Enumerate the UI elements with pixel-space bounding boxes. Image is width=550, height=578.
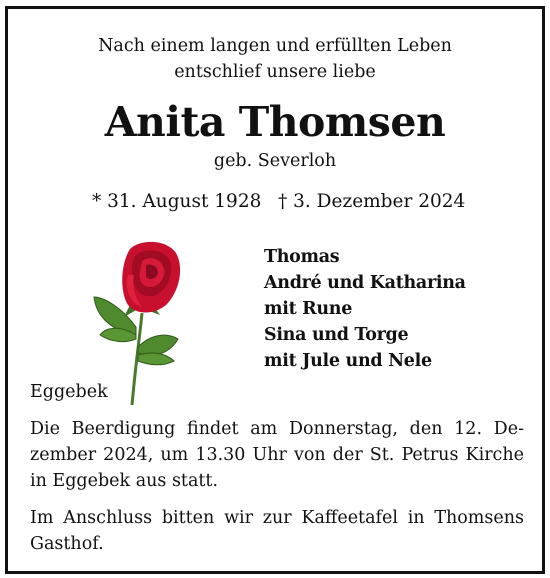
birth-date: * 31. August 1928 (92, 191, 262, 212)
funeral-paragraph: Die Beerdigung findet am Donnerstag, den 12. Dezember 2024, um 13.30 Uhr von der St. Petrus Kirche in Eggebek aus statt. (30, 419, 524, 491)
family-member: mit Rune (264, 299, 353, 319)
birth-name: geb. Severloh (213, 151, 337, 171)
death-date: † 3. Dezember 2024 (278, 191, 466, 212)
family-member: mit Jule und Nele (264, 351, 432, 371)
family-member: Sina und Torge (264, 325, 409, 345)
family-member: Thomas (264, 247, 340, 267)
deceased-name: Anita Thomsen (104, 98, 446, 146)
obituary-frame (5, 6, 545, 574)
intro-line-1: Nach einem langen und erfüllten Leben (98, 36, 452, 56)
reception-paragraph: Im Anschluss bitten wir zur Kaffeetafel in Thomsens Gasthof. (30, 508, 524, 554)
family-member: André und Katharina (264, 273, 466, 293)
family-list (264, 244, 466, 374)
intro-line-2: entschlief unsere liebe (174, 62, 376, 82)
place-name: Eggebek (30, 382, 108, 402)
intro-text (8, 33, 542, 85)
